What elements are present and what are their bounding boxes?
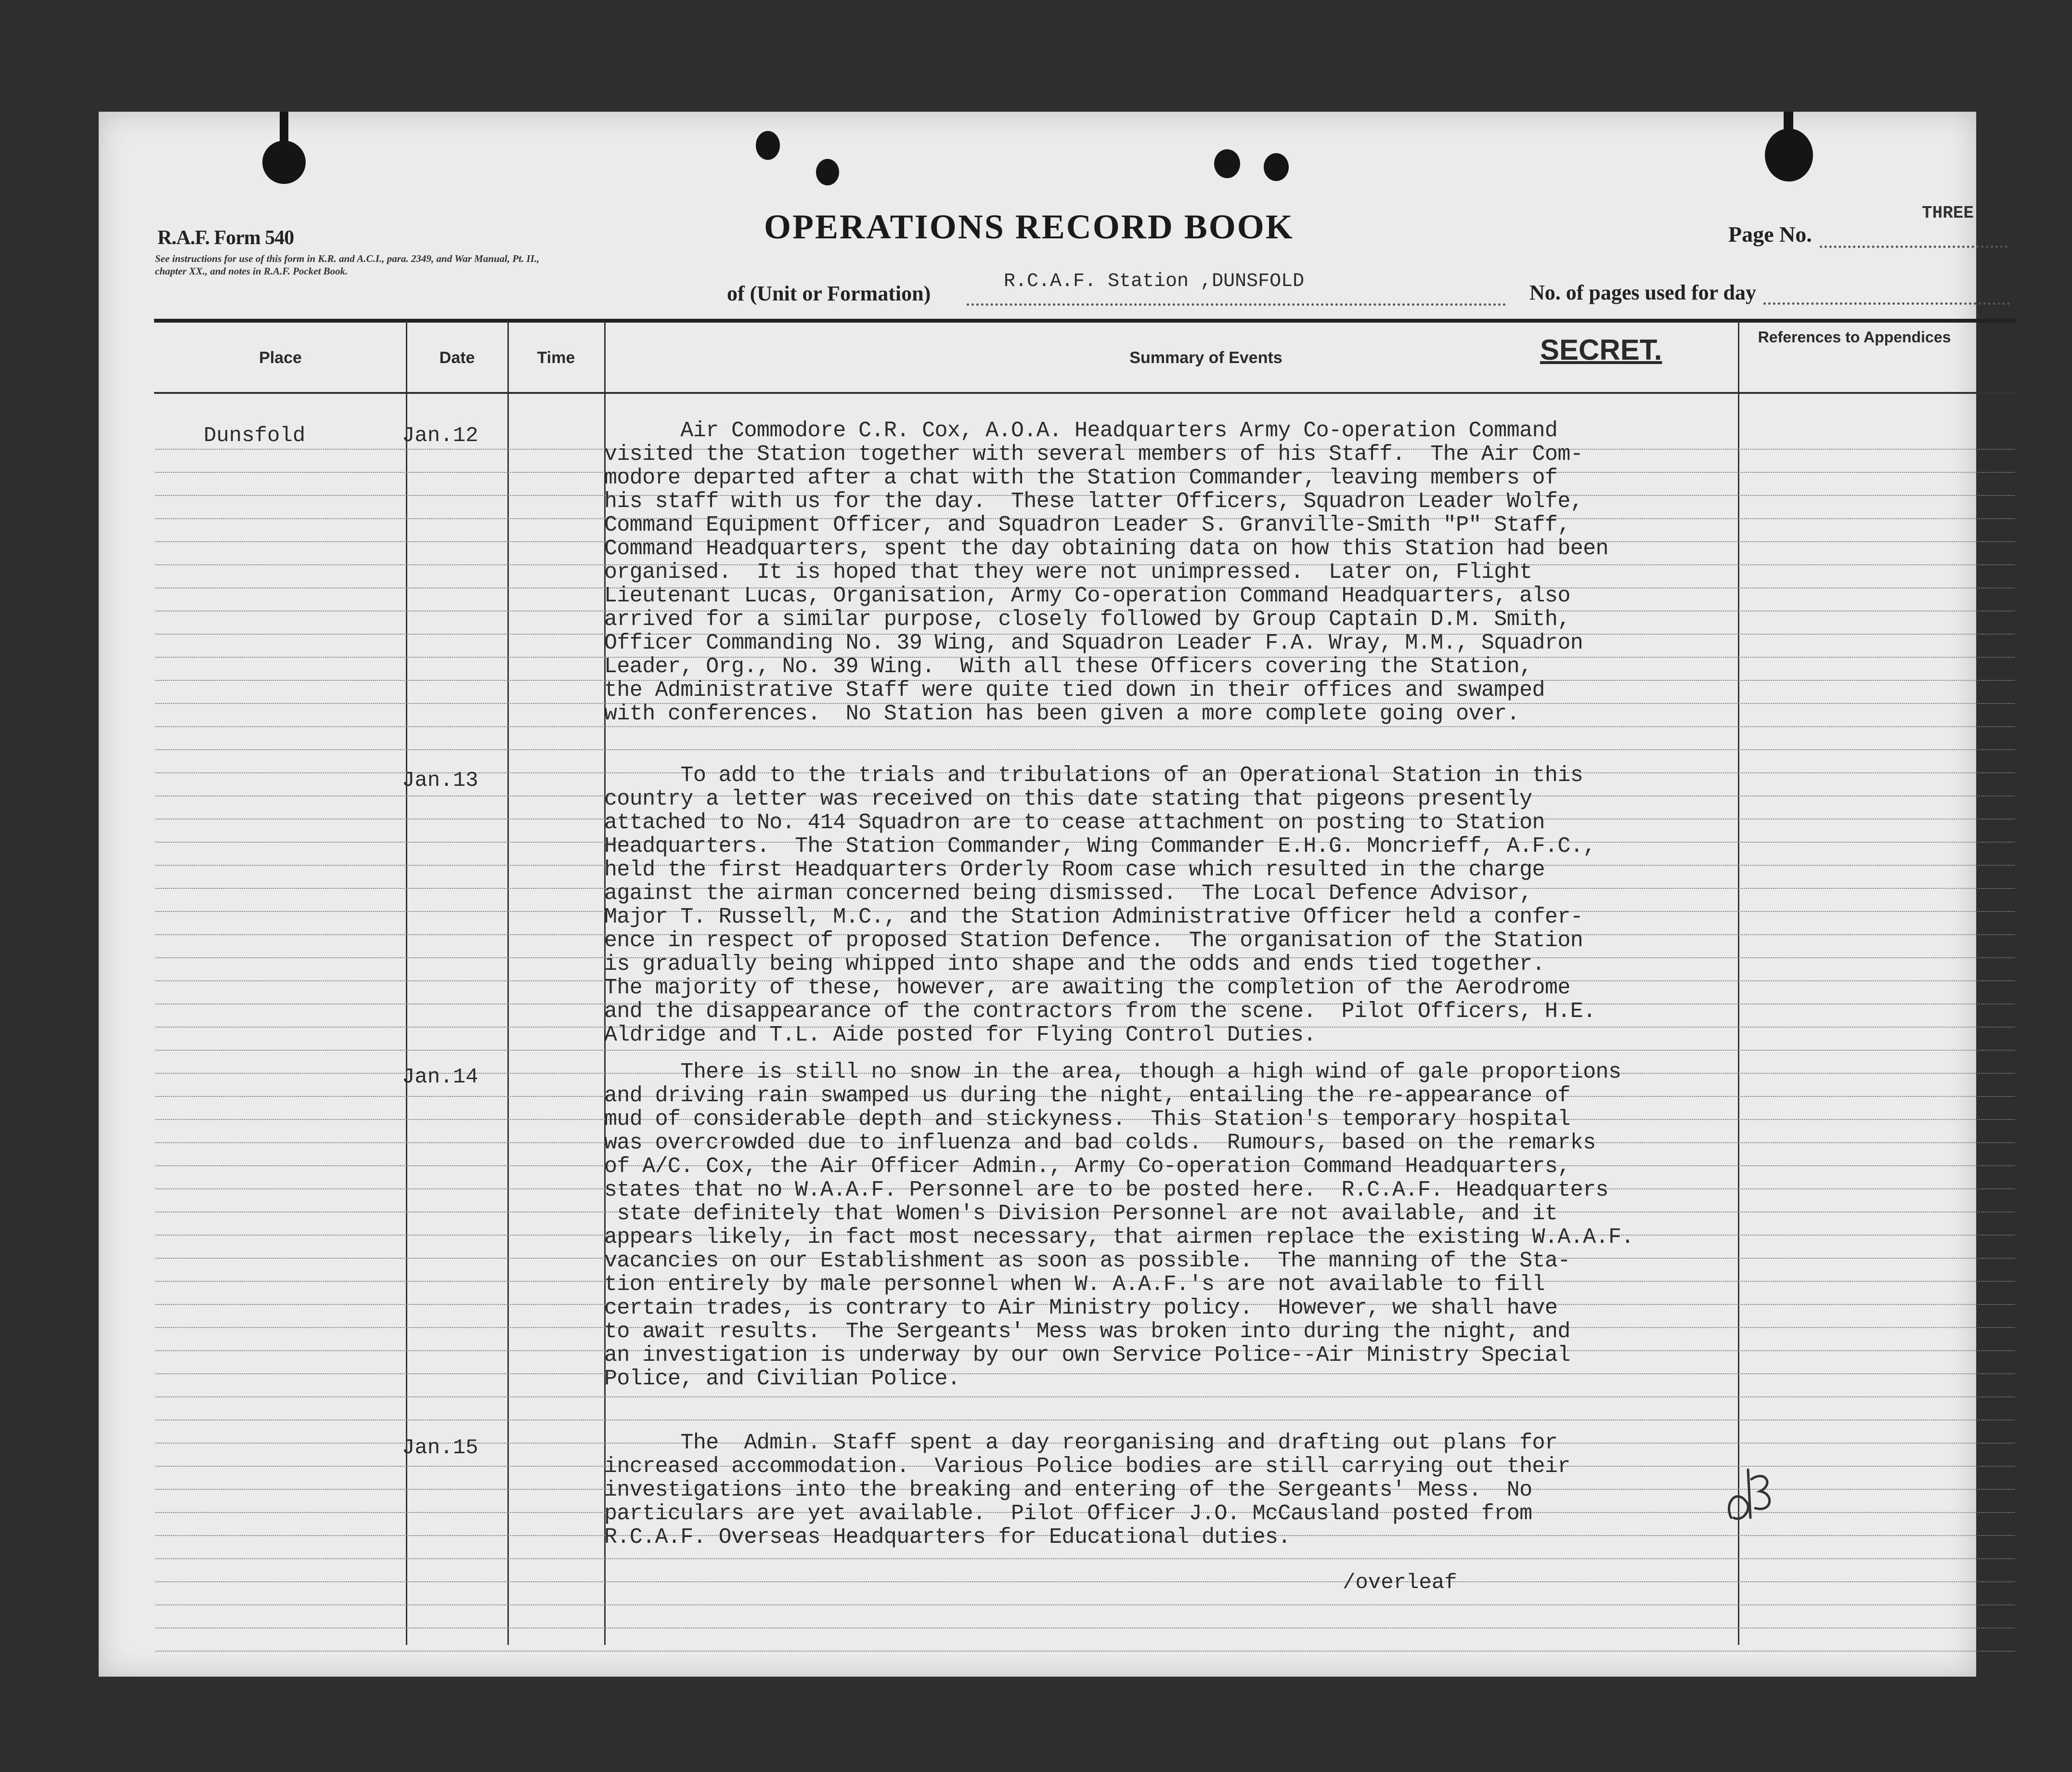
column-header-references: References to Appendices xyxy=(1758,328,1951,346)
entry-date: Jan.13 xyxy=(402,769,479,793)
classification-stamp: SECRET. xyxy=(1540,334,1662,366)
handwritten-initials xyxy=(1722,1460,1779,1527)
entry-date: Jan.12 xyxy=(402,424,479,448)
ruled-line xyxy=(155,1050,2015,1051)
punch-tab-right xyxy=(1784,112,1793,136)
punch-hole-center-2 xyxy=(816,159,839,185)
ruled-line xyxy=(155,1604,2015,1605)
page-no-dotted-line xyxy=(1820,246,2007,248)
entry-summary: The Admin. Staff spent a day reorganising and drafting out plans for increased accommodation. Various Police bodies are still carrying out their investigations into the breaking and entering of the Sergeants' Mess. No particulars are yet available. Pilot Officer J.O. McCausland posted from R.C.A.F. Overseas Headquarters for Educational duties. xyxy=(604,1431,1570,1550)
punch-tab-left xyxy=(280,112,288,145)
entry-date: Jan.15 xyxy=(402,1436,479,1460)
punch-hole-center-4 xyxy=(1264,153,1289,181)
place-value: Dunsfold xyxy=(204,424,306,448)
ruled-line xyxy=(155,1651,2015,1652)
punch-hole-left xyxy=(262,141,306,184)
pages-used-label: No. of pages used for day xyxy=(1529,281,1757,304)
punch-hole-center-1 xyxy=(756,131,780,160)
ruled-line xyxy=(155,726,2015,727)
ruled-line xyxy=(155,1396,2015,1397)
unit-value: R.C.A.F. Station ,DUNSFOLD xyxy=(1004,271,1305,292)
entry-summary: There is still no snow in the area, though a high wind of gale proportions and driving rain swamped us during the night, entailing the re-appearance of mud of considerable depth and stickyness. This Station's temporary hospital was overcrowded due to influenza and bad colds. Rumours, based on the remarks of A/C. Cox, the Air Officer Admin., Army Co-operation Command Headquarters, states that no W.A.A.F. Personnel are to be posted here. R.C.A.F. Headquarters state definitely that Women's Division Personnel are not available, and it appears likely, in fact most necessary, that airmen replace the existing W.A.A.F. vacancies on our Establishment as soon as possible. The manning of the Sta- tion entirely by male personnel when W. A.A.F.'s are not available to fill certain trades, is contrary to Air Ministry policy. However, we shall have to await results. The Sergeants' Mess was broken into during the night, and an investigation is underway by our own Service Police--Air Ministry Special Police, and Civilian Police. xyxy=(604,1060,1634,1391)
page-no-value: THREE xyxy=(1922,203,1974,223)
overleaf-note: /overleaf xyxy=(1343,1571,1457,1595)
column-header-time: Time xyxy=(537,349,575,367)
record-page xyxy=(99,112,1976,1677)
ruled-line xyxy=(155,1581,2015,1582)
form-number: R.A.F. Form 540 xyxy=(157,227,294,249)
table-top-rule xyxy=(154,319,2016,323)
ruled-line xyxy=(155,1558,2015,1559)
punch-hole-right xyxy=(1765,129,1813,182)
pages-used-dotted-line xyxy=(1763,302,2010,305)
entry-date: Jan.14 xyxy=(402,1065,479,1089)
page-title: OPERATIONS RECORD BOOK xyxy=(764,208,1294,246)
table-header-rule xyxy=(154,392,2016,394)
ruled-line xyxy=(155,1628,2015,1629)
unit-label: of (Unit or Formation) xyxy=(727,282,931,305)
ruled-line xyxy=(155,749,2015,750)
page-no-label: Page No. xyxy=(1728,222,1812,247)
column-header-date: Date xyxy=(439,349,475,367)
unit-dotted-line xyxy=(967,303,1506,306)
entry-summary: To add to the trials and tribulations of an Operational Station in this country a letter was received on this date stating that pigeons presently attached to No. 414 Squadron are to cease attachment on posting to Station Headquarters. The Station Commander, Wing Commander E.H.G. Moncrieff, A.F.C., held the first Headquarters Orderly Room case which resulted in the charge against the airman concerned being dismissed. The Local Defence Advisor, Major T. Russell, M.C., and the Station Administrative Officer held a confer- ence in respect of proposed Station Defence. The organisation of the Station is gradually being whipped into shape and the odds and ends tied together. The majority of these, however, are awaiting the completion of the Aerodrome and the disappearance of the contractors from the scene. Pilot Officers, H.E. Aldridge and T.L. Aide posted for Flying Control Duties. xyxy=(604,763,1596,1047)
punch-hole-center-3 xyxy=(1214,149,1240,178)
form-instructions: See instructions for use of this form in K.R. and A.C.I., para. 2349, and War Manual, Pt. II., chapter XX., and notes in R.A.F. Pocket Book. xyxy=(155,253,540,277)
entry-summary: Air Commodore C.R. Cox, A.O.A. Headquarters Army Co-operation Command visited the Station together with several members of his Staff. The Air Com- modore departed after a chat with the Station Commander, leaving members of his staff with us for the day. These latter Officers, Squadron Leader Wolfe, Command Equipment Officer, and Squadron Leader S. Granville-Smith "P" Staff, Command Headquarters, spent the day obtaining data on how this Station had been organised. It is hoped that they were not unimpressed. Later on, Flight Lieutenant Lucas, Organisation, Army Co-operation Command Headquarters, also arrived for a similar purpose, closely followed by Group Captain D.M. Smith, Officer Commanding No. 39 Wing, and Squadron Leader F.A. Wray, M.M., Squadron Leader, Org., No. 39 Wing. With all these Officers covering the Station, the Administrative Staff were quite tied down in their offices and swamped with conferences. No Station has been given a more complete going over. xyxy=(604,418,1608,726)
column-divider-date xyxy=(507,321,509,1645)
column-header-place: Place xyxy=(259,349,302,367)
column-header-summary: Summary of Events xyxy=(1129,349,1282,367)
